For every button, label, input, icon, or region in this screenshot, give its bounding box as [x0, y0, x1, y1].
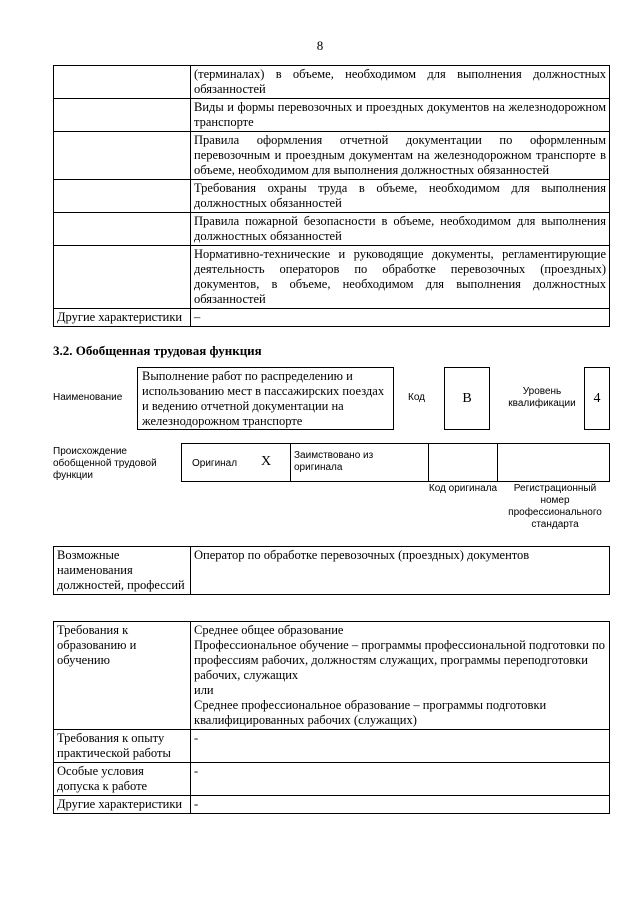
- requirements-value: -: [191, 796, 610, 814]
- requirement-line: Среднее профессиональное образование – программы подготовки квалифицированных рабочих (служащих): [194, 698, 547, 727]
- table-row: [54, 730, 610, 763]
- code-box: [444, 367, 490, 430]
- table-row: [54, 763, 610, 796]
- table-row: [54, 132, 610, 180]
- row-label: [54, 180, 191, 213]
- requirements-label: Другие характеристики: [54, 796, 191, 814]
- table-row: [54, 66, 610, 99]
- table-row: [54, 622, 610, 730]
- row-label: [54, 66, 191, 99]
- row-text: Правила пожарной безопасности в объеме, необходимом для выполнения должностных обязанностей: [191, 213, 610, 246]
- requirement-line: Профессиональное обучение – программы профессиональной подготовки по профессиям рабочих, должностям служащих, программы переподготовки рабочих, служащих: [194, 638, 606, 682]
- requirement-line: или: [194, 683, 214, 697]
- requirements-value: -: [191, 730, 610, 763]
- row-text: Правила оформления отчетной документации по оформленным перевозочным и проездным документам на железнодорожном транспорте в объеме, необходимом для выполнения должностных обязанностей: [191, 132, 610, 180]
- row-text: Виды и формы перевозочных и проездных документов на железнодорожном транспорте: [191, 99, 610, 132]
- table-row: [54, 99, 610, 132]
- original-cell: [182, 444, 291, 481]
- section-heading: 3.2. Обобщенная трудовая функция: [53, 343, 262, 358]
- page-number: 8: [316, 38, 324, 53]
- row-text: Нормативно-технические и руководящие документы, регламентирующие деятельность операторов по обработке перевозочных (проездных) документов, в объеме, необходимом для выполнения должностных обязанностей: [191, 246, 610, 309]
- requirements-label: Требования к образованию и обучению: [54, 622, 191, 730]
- original-label: Оригинал: [192, 458, 238, 469]
- level-label: Уровень квалификации: [508, 386, 576, 409]
- requirements-label: Требования к опыту практической работы: [54, 730, 191, 763]
- row-label: [54, 213, 191, 246]
- function-name-box: [137, 367, 394, 430]
- table-row: [54, 246, 610, 309]
- table-row: [54, 213, 610, 246]
- row-label: [54, 132, 191, 180]
- requirement-line: Среднее общее образование: [194, 623, 344, 637]
- knowledge-table: [53, 65, 610, 327]
- positions-table: [53, 546, 610, 595]
- code-caption: Код оригинала: [428, 483, 498, 494]
- original-code-cell: [428, 444, 498, 481]
- borrowed-cell: [290, 444, 429, 481]
- borrowed-label: Заимствовано из оригинала: [294, 450, 374, 473]
- row-text: –: [191, 309, 610, 327]
- original-mark: X: [261, 454, 272, 469]
- level-value: 4: [593, 390, 601, 406]
- requirements-value: [191, 622, 610, 730]
- origin-label: Происхождение обобщенной трудовой функции: [53, 446, 157, 481]
- row-text: (терминалах) в объеме, необходимом для выполнения должностных обязанностей: [191, 66, 610, 99]
- name-label: Наименование: [53, 392, 123, 403]
- row-text: Требования охраны труда в объеме, необходимом для выполнения должностных обязанностей: [191, 180, 610, 213]
- requirements-value: -: [191, 763, 610, 796]
- requirements-label: Особые условия допуска к работе: [54, 763, 191, 796]
- positions-label: Возможные наименования должностей, профессий: [54, 547, 191, 595]
- registration-number-cell: [497, 444, 609, 481]
- table-row: [54, 796, 610, 814]
- code-label: Код: [408, 392, 426, 403]
- table-row: [54, 547, 610, 595]
- positions-value: Оператор по обработке перевозочных (проездных) документов: [191, 547, 610, 595]
- code-value: B: [462, 390, 472, 406]
- table-row: [54, 180, 610, 213]
- level-box: [584, 367, 610, 430]
- row-label: Другие характеристики: [54, 309, 191, 327]
- table-row: [54, 309, 610, 327]
- requirements-table: [53, 621, 610, 814]
- registration-caption: Регистрационный номер профессионального стандарта: [508, 483, 602, 530]
- row-label: [54, 246, 191, 309]
- row-label: [54, 99, 191, 132]
- origin-row: [181, 443, 610, 482]
- function-name: Выполнение работ по распределению и использованию мест в пассажирских поездах и ведению отчетной документации на железнодорожном транспорте: [142, 369, 385, 428]
